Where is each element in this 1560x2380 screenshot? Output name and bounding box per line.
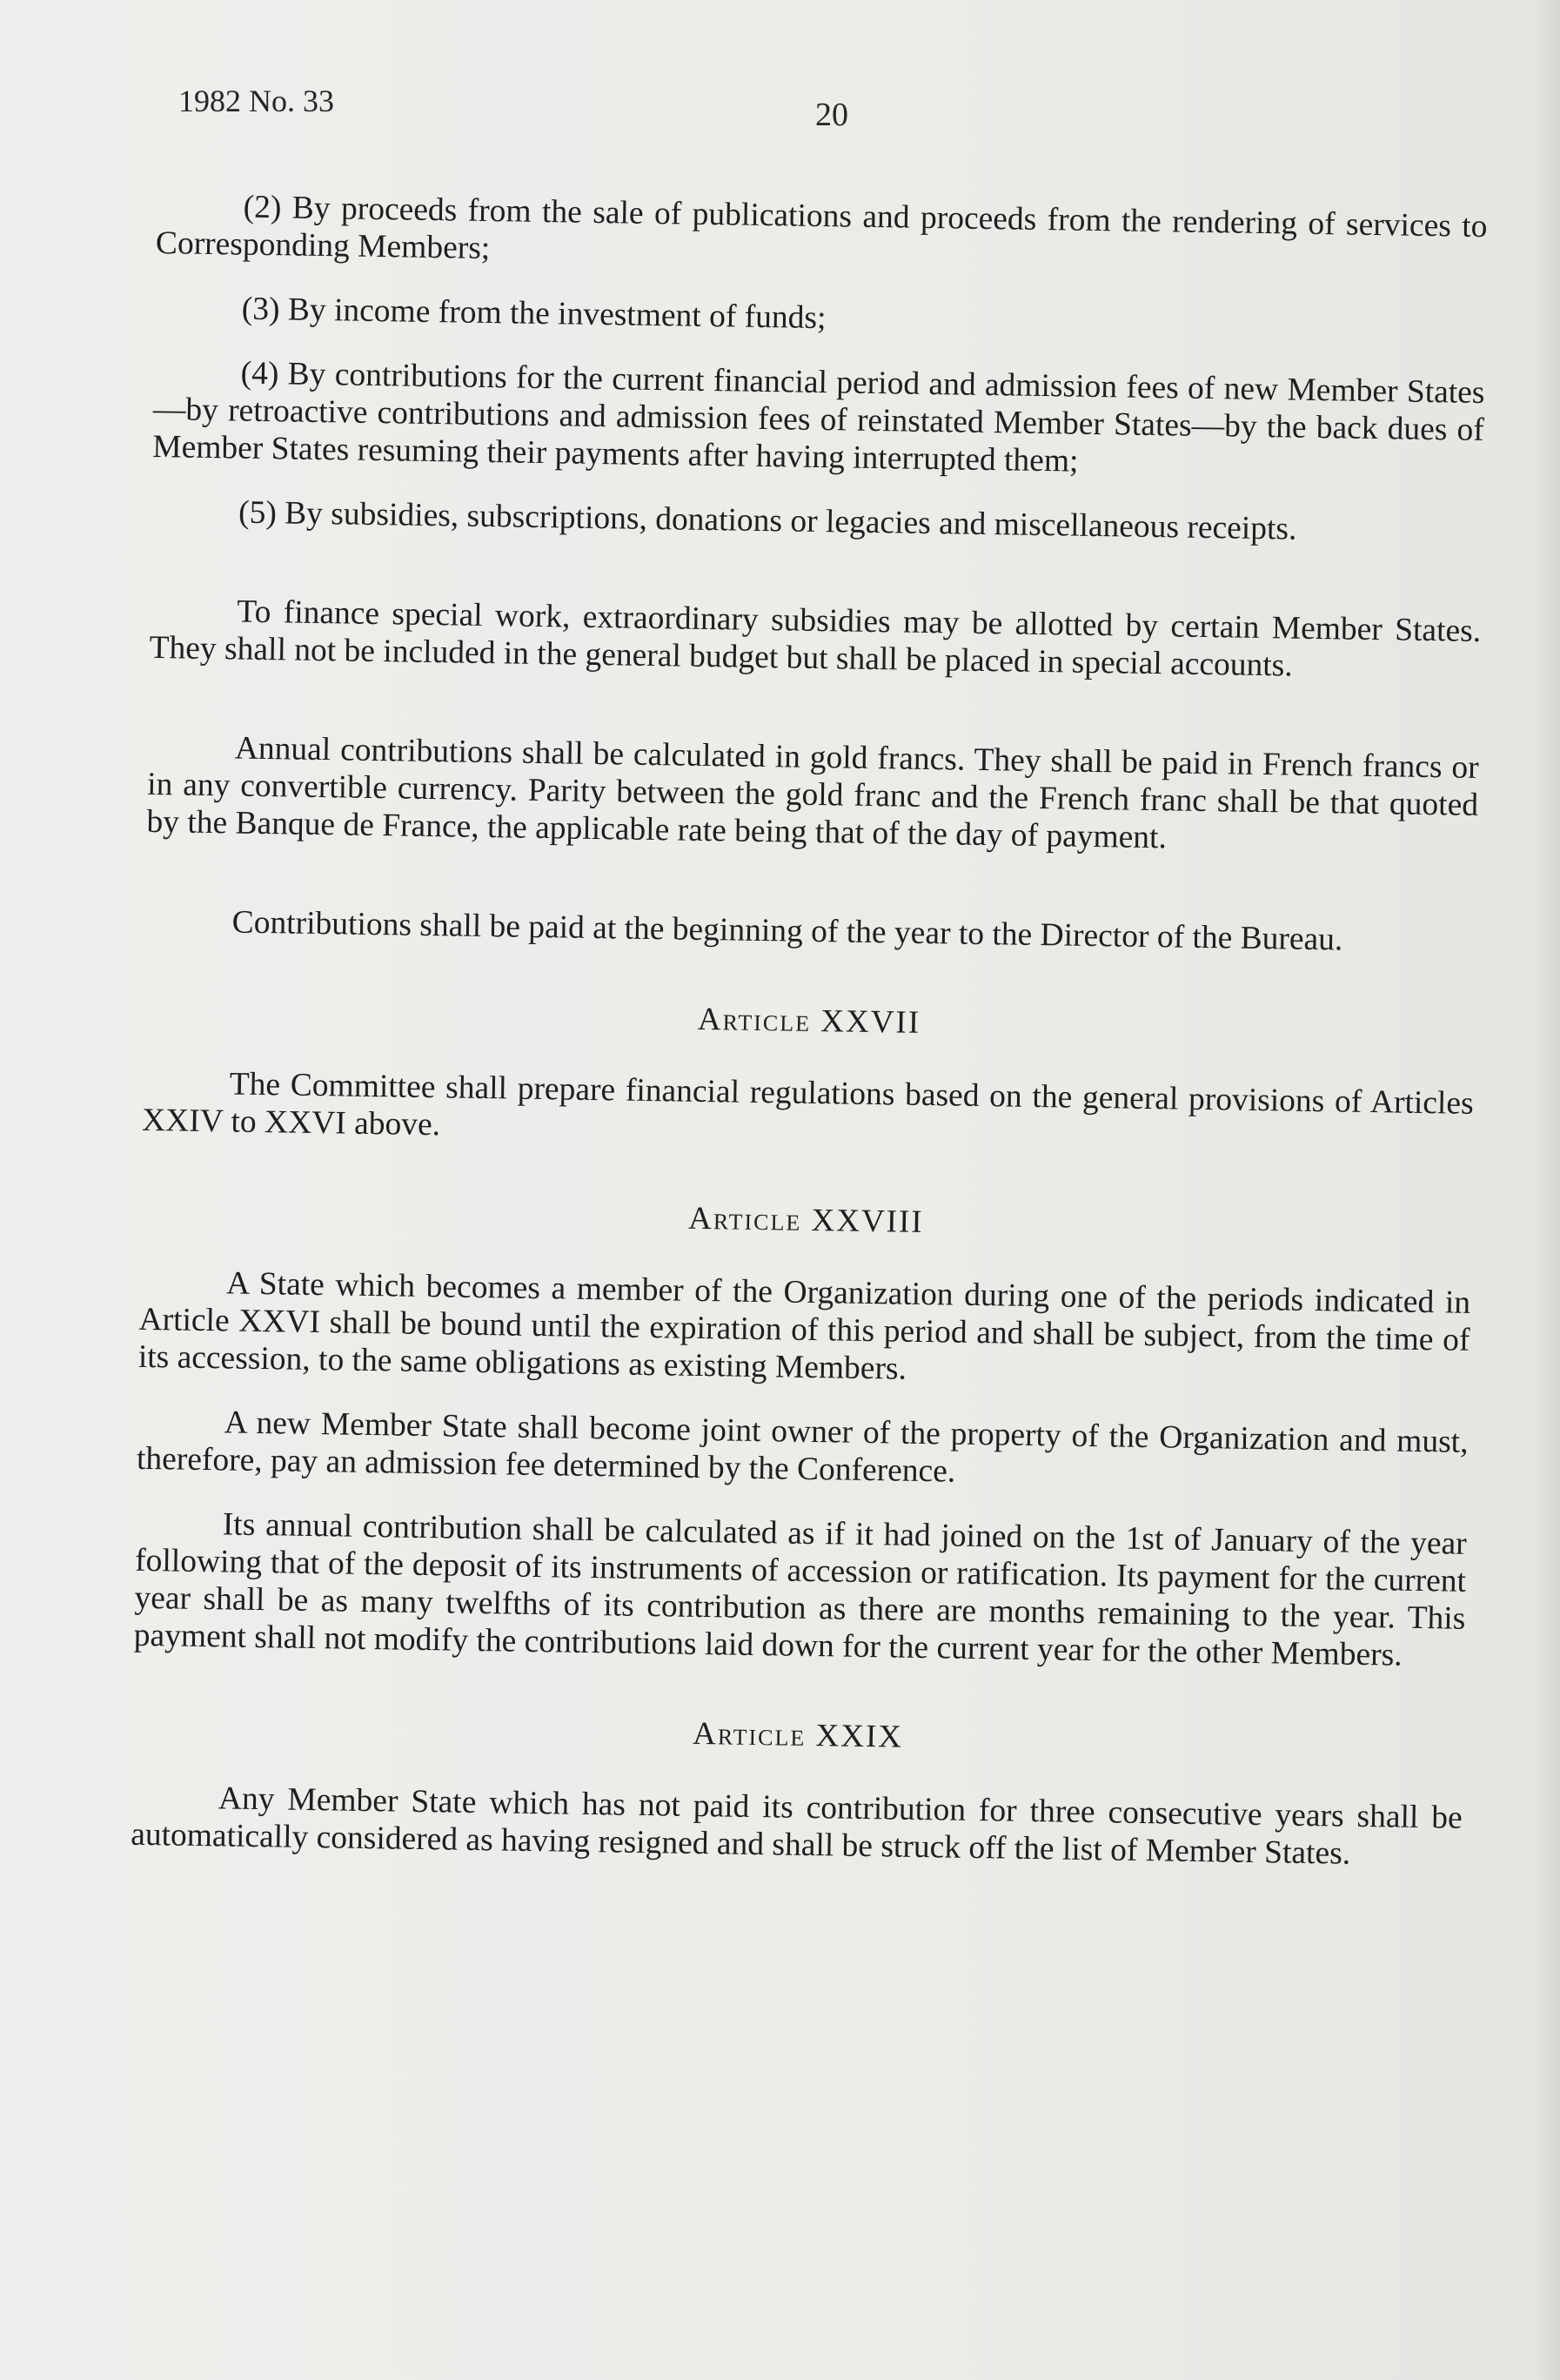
paragraph-special-work: To finance special work, extraordinary subsidies may be allotted by certain Member States. They shall not be included in the general budget but shall be placed in special accounts. (149, 593, 1482, 684)
running-head: 1982 No. 33 (178, 84, 334, 118)
body-text (130, 187, 1487, 1901)
paragraph-payment-timing: Contributions shall be paid at the beginning of the year to the Director of the Bureau. (231, 904, 1343, 958)
paragraph-item-5: (5) By subsidies, subscriptions, donations or legacies and miscellaneous receipts. (238, 494, 1297, 547)
paragraph-item-4: (4) By contributions for the current financial period and admission fees of new Member States—by retroactive contributions and admission fees of reinstated Member States—by the back dues of Member States resuming their payments after having interrupted them; (151, 355, 1485, 479)
article-28-paragraph-1: A State which becomes a member of the Organization during one of the periods indicated in Article XXVI shall be bound until the expiration of this period and shall be subject, from the time of its accession, to the same obligations as existing Members. (137, 1265, 1471, 1387)
article-27-text: The Committee shall prepare financial regulations based on the general provisions of Articles XXIV to XXVI above. (141, 1066, 1474, 1143)
paragraph-item-2: (2) By proceeds from the sale of publications and proceeds from the rendering of services to Corresponding Members; (155, 189, 1488, 267)
page-edge-shadow (1537, 0, 1560, 2380)
article-28-heading: Article XXVIII (687, 1200, 925, 1240)
article-28-paragraph-2: A new Member State shall become joint owner of the property of the Organization and must, therefore, pay an admission fee determined by the Conference. (136, 1405, 1469, 1490)
paragraph-annual-contributions: Annual contributions shall be calculated in gold francs. They shall be paid in French francs or in any convertible currency. Parity between the gold franc and the French franc shall be that quoted by the Banque de France, the applicable rate being that of the day of payment. (146, 730, 1480, 856)
article-29-text: Any Member State which has not paid its contribution for three consecutive years shall be automatically considered as having resigned and shall be struck off the list of Member States. (130, 1780, 1463, 1872)
article-28-paragraph-3: Its annual contribution shall be calculated as if it had joined on the 1st of January of the year following that of the deposit of its instruments of accession or ratification. Its payment for the current year shall be as many twelfths of its contribution as there are months remaining to the year. This payment shall not modify the contributions laid down for the current year for the other Members. (133, 1506, 1468, 1673)
page-number: 20 (815, 97, 848, 133)
article-27-heading: Article XXVII (697, 1001, 921, 1041)
article-29-heading: Article XXIX (692, 1715, 904, 1755)
paragraph-item-3: (3) By income from the investment of funds; (241, 291, 827, 337)
